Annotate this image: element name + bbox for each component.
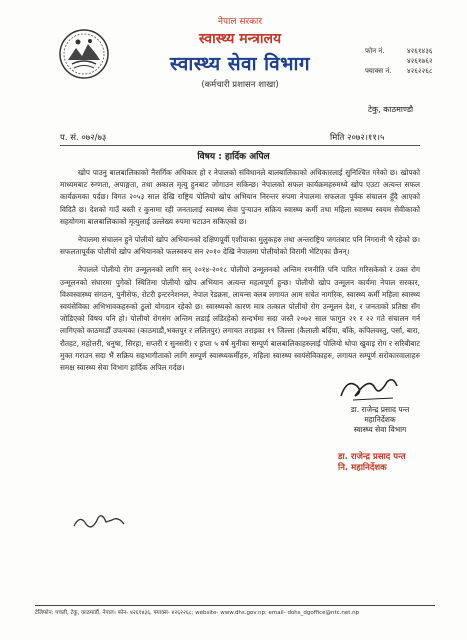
contact-value: ४२६२२६८	[407, 67, 433, 75]
signatory-block	[320, 405, 440, 435]
letterhead	[140, 14, 340, 90]
footer-divider	[35, 605, 435, 606]
signatory-department: स्वास्थ्य सेवा विभाग	[353, 425, 407, 434]
department-name: स्वास्थ्य सेवा विभाग	[169, 53, 311, 75]
subject-line: विषय : हार्दिक अपिल	[197, 152, 270, 162]
office-location: टेकु, काठमाण्डौ	[368, 105, 414, 114]
contact-value: ४२६१४३६	[407, 47, 433, 55]
body-paragraph: खोप पाउनु बालबालिकाको नैसर्गिक अधिकार हो र नेपालको संविधानले बालबालिकाको अधिकारलाई सुनिश्चित गरेको छ। खोपको माध्यमबाट रुग्णता, अपाङ्गता, तथा अकाल मृत्यु हुनबाट जोगाउन सकिन्छ। नेपालको सफल कार्यक्रमहरुमध्ये खोप एउटा अत्यन्त सफल कार्यक्रमका पर्दछ। विगत २०५३ साल देखि राष्ट्रिय पोलियो खोप अभियान निरन्तर रुपमा नेपालमा सफलता पूर्वक संचालन हुँदै आएको विदितै छ। देशको गाउँ बस्ती र कुनामा रही जनतालाई स्वास्थ्य सेवा पुऱ्याउन सक्रिय स्वास्थ्य कर्मी तथा महिला स्वास्थ्य स्वयम सेवीकाको सहयोगमा बालबालिकाको मृत्युलाई उल्लेख्य रुपमा घटाउन सकिएको छ।	[60, 168, 420, 226]
contact-label: फोन नं.	[365, 47, 385, 55]
contact-row	[365, 56, 432, 66]
government-name: नेपाल सरकार	[217, 17, 263, 27]
stamp-name: डा. राजेन्द्र प्रसाद पन्त	[338, 452, 406, 462]
divider	[60, 145, 420, 146]
signatory-title: महानिर्देशक	[364, 415, 396, 424]
contact-row	[365, 66, 432, 76]
body-paragraph: नेपालमा संचालन हुने पोलीयो खोप अभियानको दक्षिणपूर्वी एशीयाका मुलुकहरु तथा अन्तराष्ट्रिय जगतबाट पनि निगरानी भै रहेको छ। सफलतापूर्वक पोलीयो खोप अभियानको फलस्वरुप सन २०१० देखि नेपालमा पोलीयोको विरामी भेटिएका छैनन्।	[60, 235, 420, 257]
footer-contact: टेलिफोन: पचली, टेकु, काठमाडौं, नेपाल। फोन- ४२६१४३६, फ्याक्स- ४२६२२६८; website- www.dhs.gov.np; email- dohs_dgoffice@ntc.net.np	[35, 610, 360, 616]
body-paragraph: नेपालले पोलीयो रोग उन्मूलनको लागि सन् २०१४-२०१८ पोलीयो उन्मूलनको अन्तिम रणनीति पनि पारित गरिसकेको र उक्त रोग उन्मूलनको संघारमा पुगेको स्थितिमा पोलीयो खोप अभियान अत्यन्त महत्वपूर्ण हुन्छ। पोलीयो खोप उन्मूलन कार्यमा नेपाल सरकार, विश्वस्वास्थ्य संगठन, युनीसेफ, रोटरी इन्टरनेशनल, नेपाल रेडक्रस, लायन्स क्लब लगायत आम सचेत नागरिक, स्वास्थ्य कर्मी महिला स्वास्थ्य स्वयंसेविका अभिभावकहरुको ठुलो योगदान रहेको छ। स्वास्थ्यको कारण मात्र तत्काल पोलीयो रोग उन्मूलन देश, र जनताको प्रतिष्ठा सँग जोडिएको विषय पनि हो। पोलीयो रोगसंग अन्तिम लडाई लडिरहेको सन्दर्भमा सदा जस्तै २०७२ साल फागुन २१ र २२ गते संचालन गर्न लागिएको काठमाडौँ उपत्यका (काठमाडौं,भक्तपुर र ललितपुर) लगायत तराइका १९ जिल्ला (कैलाली बर्दिया, बाँके, कपिलवस्तु, पर्सा, बारा, रौतहट, महोत्तरी, धनुषा, सिरहा, सप्तरी र सुनसरी) र हप्ता ५ वर्ष मुनीका सम्पूर्ण बालबालिकाहरुलाई पोलियो थोपा खुवाइ रोग र सरिबीबाट मुक्त गराउन सदा भैं सक्रिय सहभागीताको लागि सम्पूर्ण स्वास्थ्यकर्मीहरु, महिला स्वास्थ्य स्वयंसेविकाहरु, लगायत सम्पूर्ण सरोकारवालाहरु समक्ष स्वास्थ्य सेवा विभाग हार्दिक अपिल गर्दछ।	[60, 265, 420, 373]
official-stamp	[338, 452, 438, 474]
contact-label	[365, 56, 407, 66]
contact-label: फ्याक्स नं.	[365, 67, 392, 75]
letter-date: मिति २०७२।११।५	[330, 133, 385, 143]
signature-icon	[335, 372, 405, 404]
contact-value: ४२६१७६२	[407, 57, 433, 65]
ministry-name: स्वास्थ्य मन्त्रालय	[198, 31, 282, 47]
contact-block	[365, 46, 432, 76]
signatory-name: डा. राजेन्द्र प्रसाद पन्त	[350, 405, 410, 414]
nepal-government-emblem-icon	[58, 28, 110, 80]
reference-number: प. सं. ०७२/७३	[60, 133, 107, 143]
letter-body	[60, 167, 420, 380]
stamp-title: नि. महानिर्देशक	[338, 463, 387, 473]
branch-name: (कर्मचारी प्रशासन शाखा)	[201, 80, 279, 90]
contact-row	[365, 46, 432, 56]
initial-signature-icon	[70, 508, 130, 536]
